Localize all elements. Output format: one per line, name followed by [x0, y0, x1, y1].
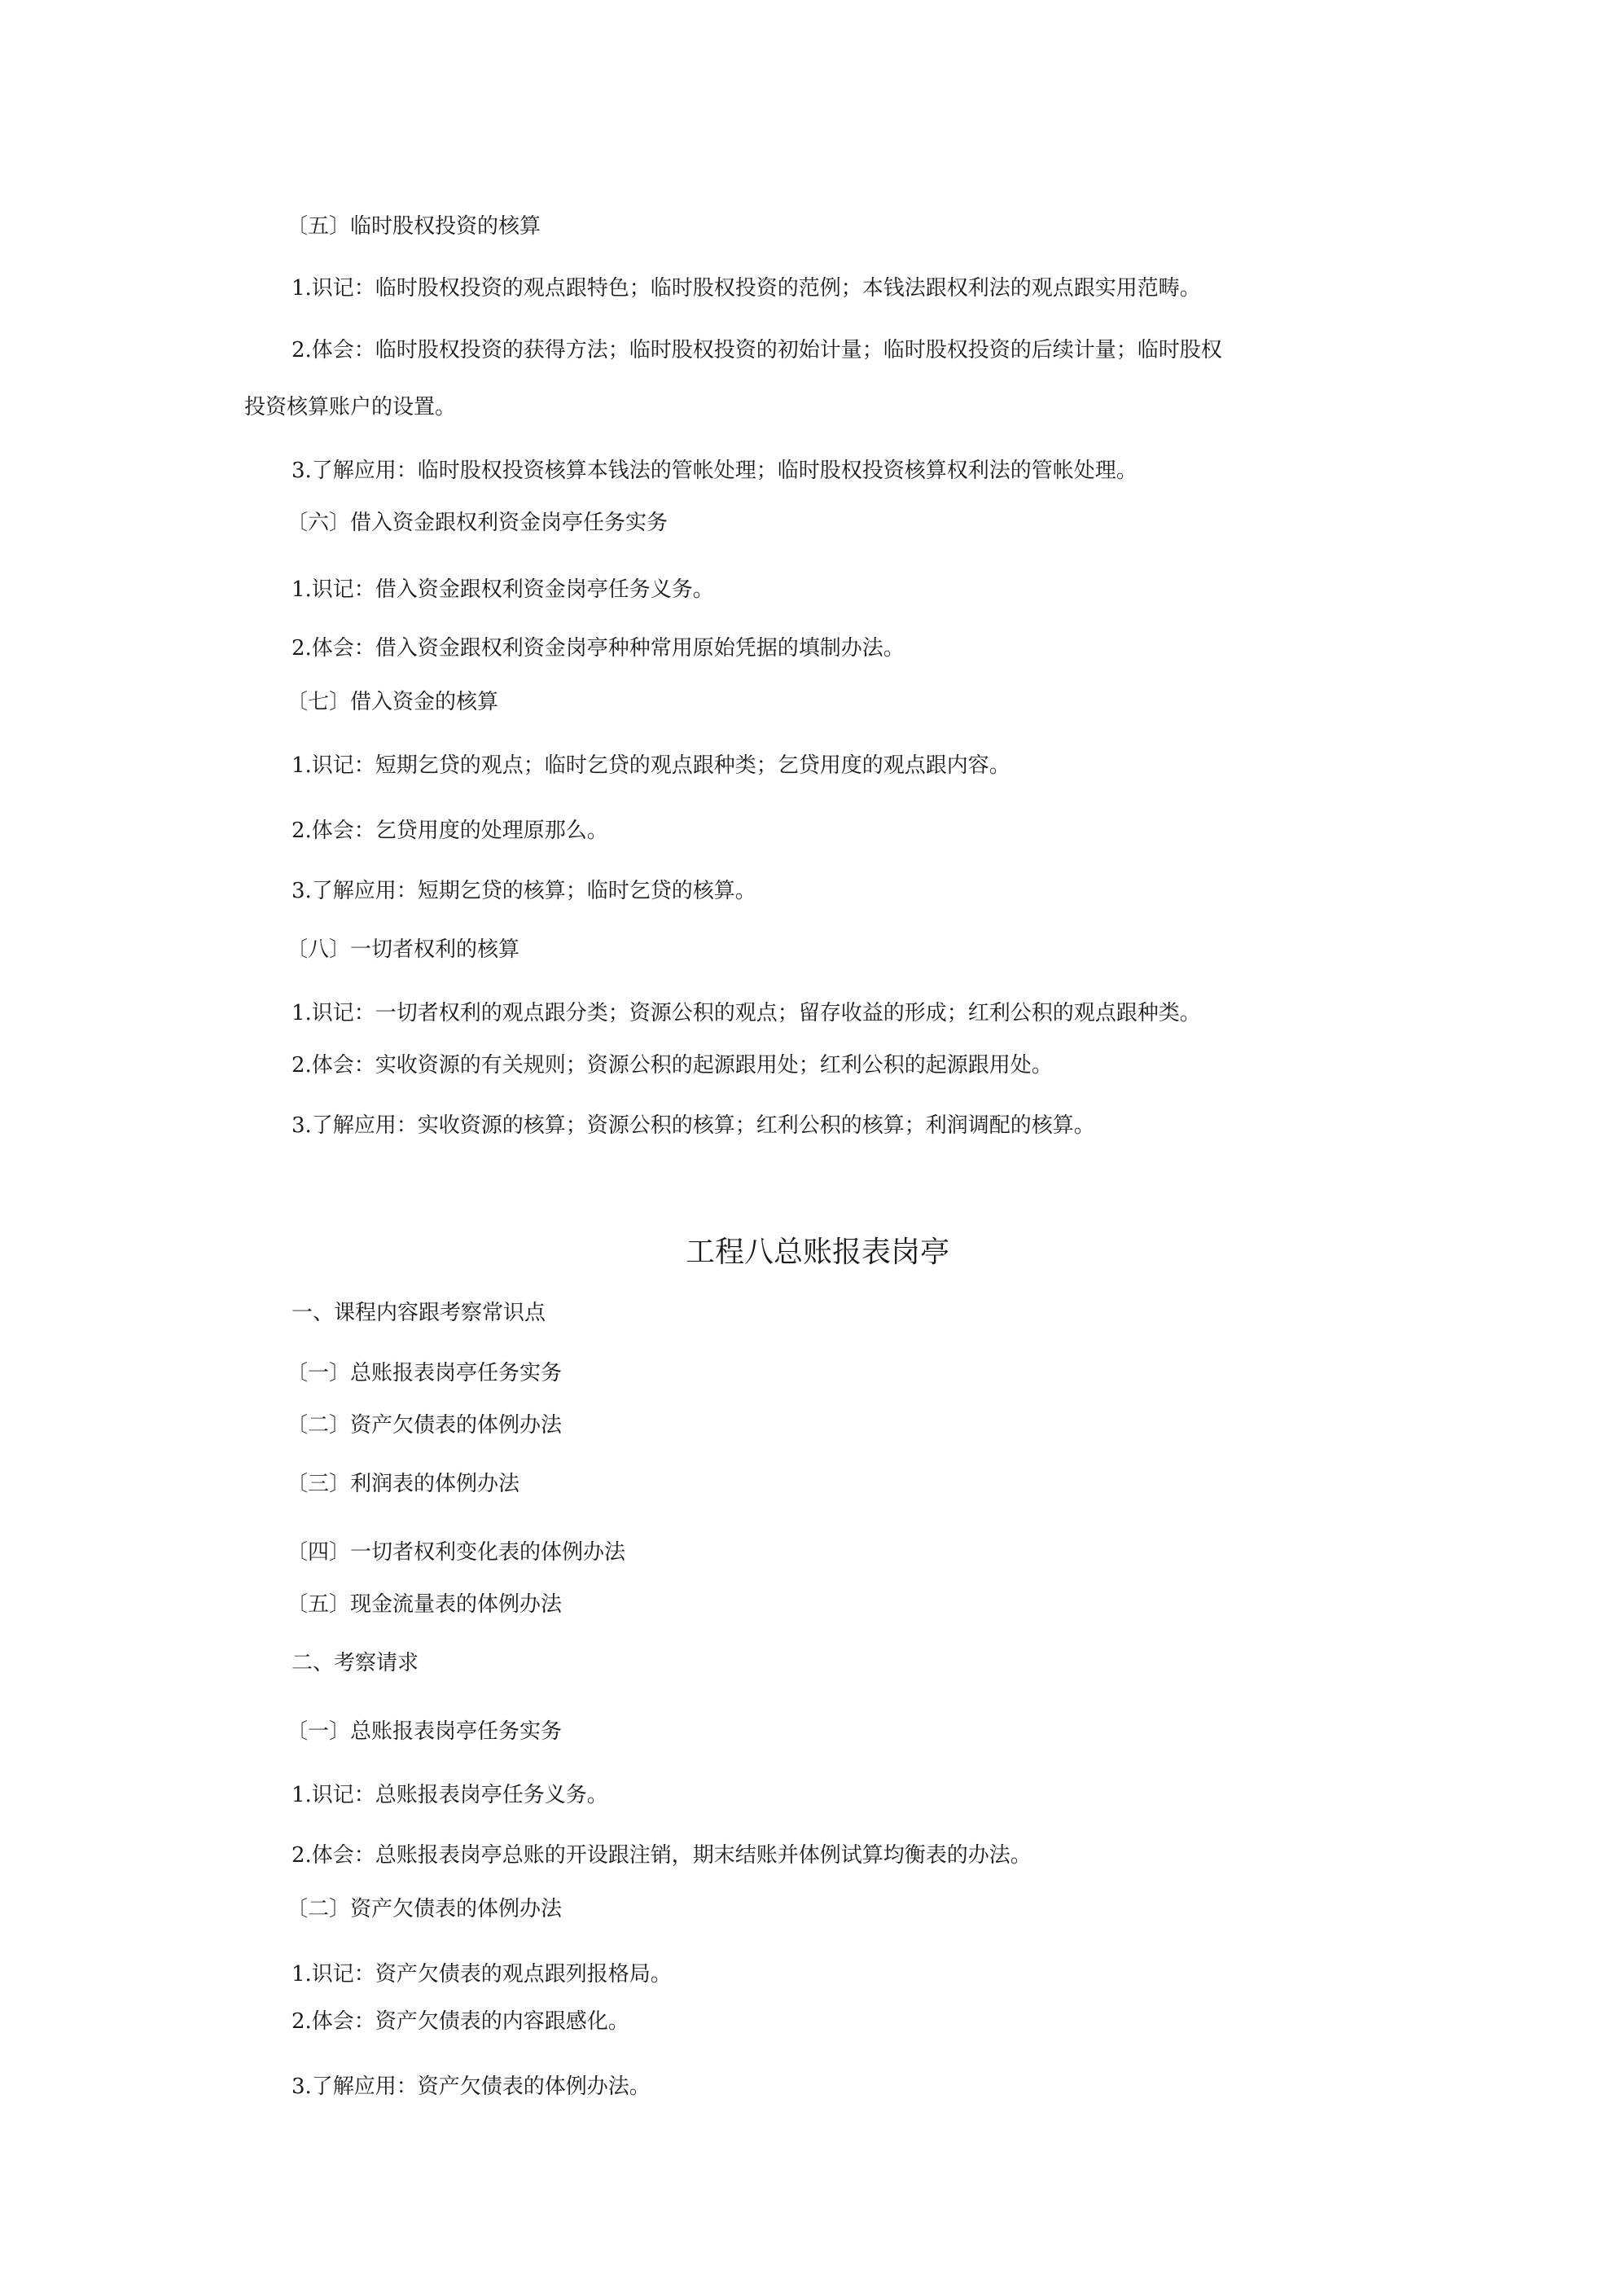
paragraph: 1.识记：一切者权利的观点跟分类；资源公积的观点；留存收益的形成；红利公积的观点跟种类。 — [292, 1001, 1201, 1025]
list-item: 〔五〕现金流量表的体例办法 — [287, 1592, 563, 1617]
paragraph: 3.了解应用：临时股权投资核算本钱法的管帐处理；临时股权投资核算权利法的管帐处理。 — [292, 459, 1138, 483]
paragraph: 2.体会：总账报表岗亭总账的开设跟注销，期末结账并体例试算均衡表的办法。 — [292, 1843, 1032, 1868]
section-heading: 〔六〕借入资金跟权利资金岗亭任务实务 — [287, 511, 669, 535]
list-item: 〔四〕一切者权利变化表的体例办法 — [287, 1540, 626, 1565]
list-item: 〔二〕资产欠债表的体例办法 — [287, 1413, 563, 1438]
paragraph: 3.了解应用：资产欠债表的体例办法。 — [292, 2074, 651, 2099]
paragraph: 2.体会：实收资源的有关规则；资源公积的起源跟用处；红利公积的起源跟用处。 — [292, 1053, 1053, 1078]
paragraph: 2.体会：临时股权投资的获得方法；临时股权投资的初始计量；临时股权投资的后续计量；临时股权 — [292, 338, 1222, 362]
section-heading: 二、考察请求 — [292, 1651, 419, 1675]
section-heading: 〔二〕资产欠债表的体例办法 — [287, 1897, 563, 1921]
paragraph: 2.体会：资产欠债表的内容跟感化。 — [292, 2009, 629, 2034]
paragraph: 1.识记：资产欠债表的观点跟列报格局。 — [292, 1962, 672, 1987]
section-heading: 〔一〕总账报表岗亭任务实务 — [287, 1719, 563, 1744]
paragraph: 1.识记：临时股权投资的观点跟特色；临时股权投资的范例；本钱法跟权利法的观点跟实用范畴。 — [292, 276, 1201, 301]
paragraph: 3.了解应用：实收资源的核算；资源公积的核算；红利公积的核算；利润调配的核算。 — [292, 1113, 1095, 1138]
paragraph-continuation: 投资核算账户的设置。 — [244, 395, 457, 419]
paragraph: 1.识记：总账报表岗亭任务义务。 — [292, 1783, 608, 1807]
section-heading: 〔七〕借入资金的核算 — [287, 690, 499, 714]
section-heading: 〔八〕一切者权利的核算 — [287, 937, 520, 962]
section-heading: 一、课程内容跟考察常识点 — [292, 1301, 546, 1325]
list-item: 〔三〕利润表的体例办法 — [287, 1472, 520, 1496]
list-item: 〔一〕总账报表岗亭任务实务 — [287, 1361, 563, 1385]
paragraph: 1.识记：短期乞贷的观点；临时乞贷的观点跟种类；乞贷用度的观点跟内容。 — [292, 753, 1010, 778]
paragraph: 1.识记：借入资金跟权利资金岗亭任务义务。 — [292, 577, 714, 602]
section-heading: 〔五〕临时股权投资的核算 — [287, 214, 541, 239]
chapter-title: 工程八总账报表岗亭 — [686, 1236, 950, 1269]
paragraph: 3.了解应用：短期乞贷的核算；临时乞贷的核算。 — [292, 879, 756, 903]
paragraph: 2.体会：乞贷用度的处理原那么。 — [292, 819, 608, 843]
paragraph: 2.体会：借入资金跟权利资金岗亭种种常用原始凭据的填制办法。 — [292, 636, 905, 661]
